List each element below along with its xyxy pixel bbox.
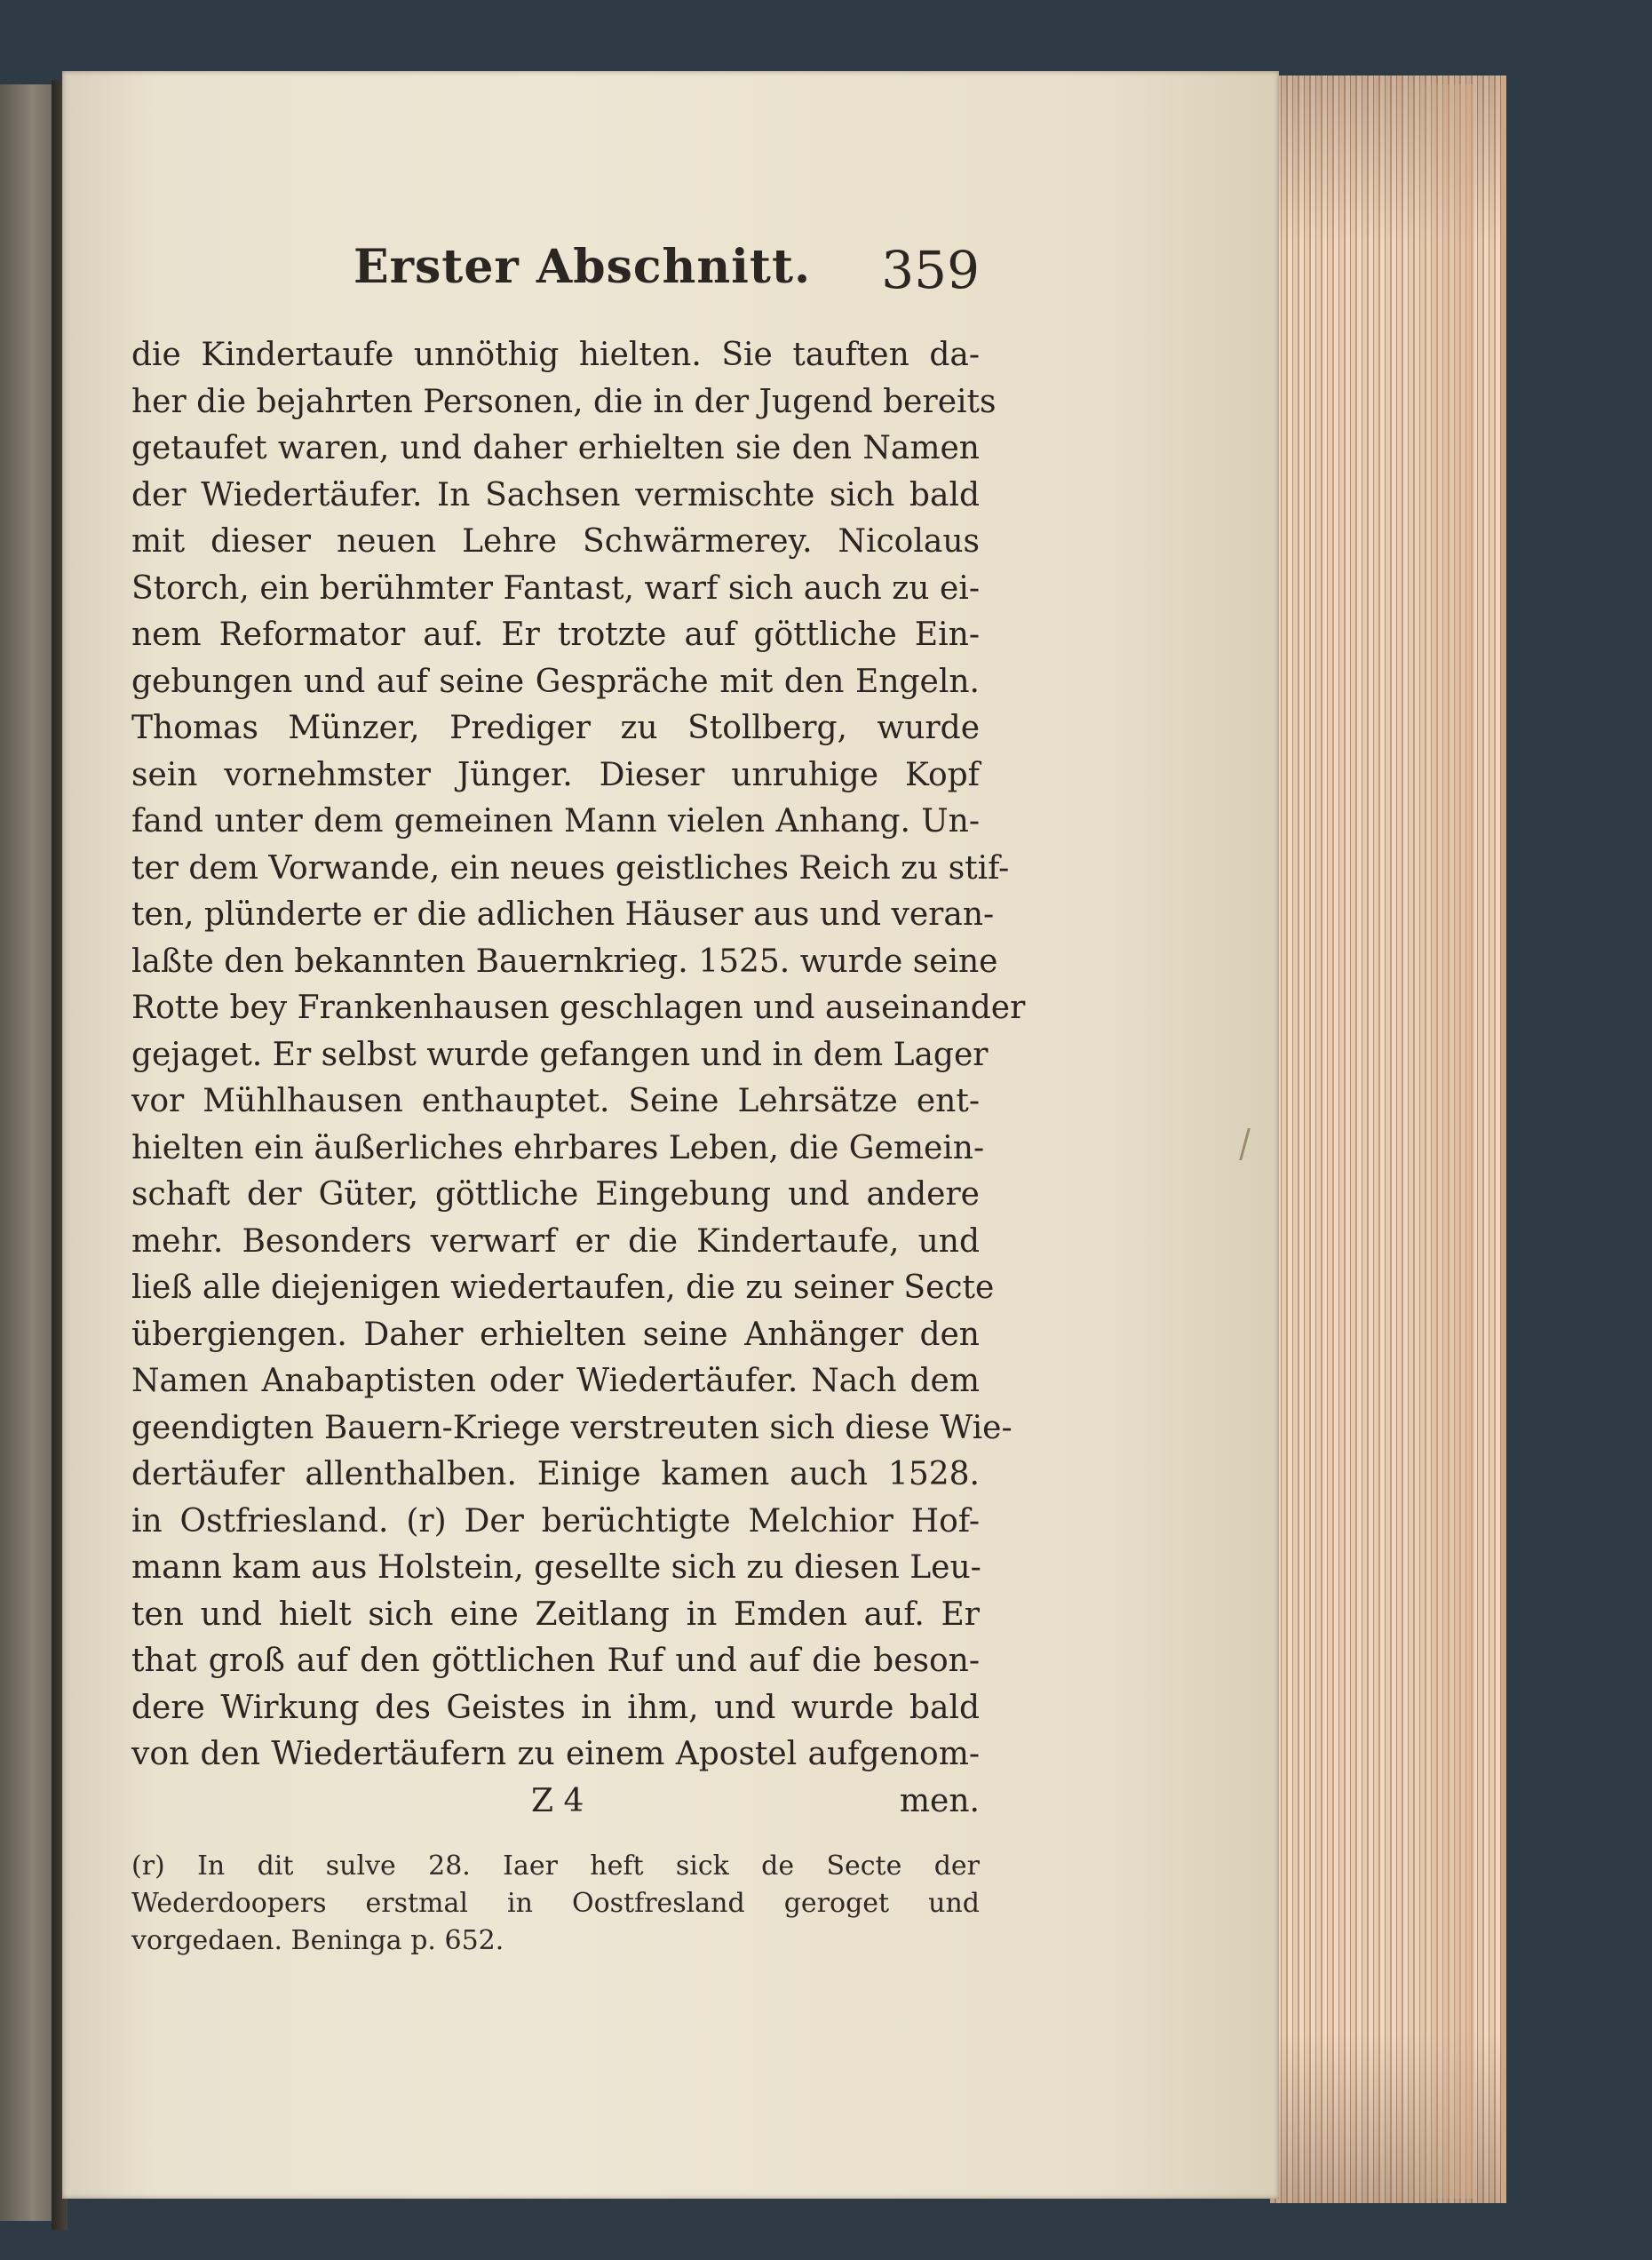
text-line: von den Wiedertäufern zu einem Apostel aufgenom- [131,1736,980,1772]
text-line: in Ostfriesland. (r) Der berüchtigte Melchior Hof- [131,1502,980,1540]
text-line: Storch, ein berühmter Fantast, warf sich auch zu ei- [131,569,980,607]
footnote [131,1848,980,1960]
text-line: nem Reformator auf. Er trotzte auf göttliche Ein- [131,617,980,653]
text-line: fand unter dem gemeinen Mann vielen Anhang. Un- [131,803,980,840]
text-line: sein vornehmster Jünger. Dieser unruhige Kopf [131,756,980,793]
text-block [131,240,1026,1956]
text-line: laßte den bekannten Bauernkrieg. 1525. wurde seine [131,943,998,980]
text-line: dertäufer allenthalben. Einige kamen auch 1528. [131,1456,980,1492]
text-line: ten, plünderte er die adlichen Häuser aus und veran- [131,896,995,933]
text-line: mit dieser neuen Lehre Schwärmerey. Nicolaus [131,523,980,560]
footnote-line: vorgedaen. Beninga p. 652. [131,1924,504,1956]
text-line: Rotte bey Frankenhausen geschlagen und auseinander [131,990,1026,1026]
footnote-line: Wederdoopers erstmal in Oostfresland geroget und [131,1887,980,1919]
text-line: ter dem Vorwande, ein neues geistliches Reich zu stif- [131,849,1010,887]
text-line: gejaget. Er selbst wurde gefangen und in dem Lager [131,1036,989,1073]
text-line: geendigten Bauern-Kriege verstreuten sich diese Wie- [131,1409,1013,1446]
page-number: 359 [881,240,980,300]
text-line: getaufet waren, und daher erhielten sie den Namen [131,430,980,466]
text-line: mann kam aus Holstein, gesellte sich zu diesen Leu- [131,1549,981,1586]
running-title: Erster Abschnitt. [353,240,812,294]
running-head [131,240,980,320]
text-line: Namen Anabaptisten oder Wiedertäufer. Nach dem [131,1363,980,1399]
signature-mark: Z 4 [531,1782,584,1819]
cover-edge [1403,84,1474,2199]
body-text [131,332,1026,1779]
catchword: men. [899,1782,980,1819]
signature-line [131,1779,980,1825]
footnote-line: (r) In dit sulve 28. Iaer heft sick de Secte der [131,1850,980,1882]
text-line: der Wiedertäufer. In Sachsen vermischte sich bald [131,476,980,513]
text-line: mehr. Besonders verwarf er die Kindertaufe, und [131,1222,980,1260]
text-line: that groß auf den göttlichen Ruf und auf die beson- [131,1643,980,1679]
text-line: die Kindertaufe unnöthig hielten. Sie tauften da- [131,337,980,373]
text-line: übergiengen. Daher erhielten seine Anhänger den [131,1316,980,1353]
left-page-edge [0,84,55,2221]
text-line: ließ alle diejenigen wiedertaufen, die zu seiner Secte [131,1269,995,1306]
text-line: ten und hielt sich eine Zeitlang in Emden auf. Er [131,1596,980,1633]
text-line: dere Wirkung des Geistes in ihm, und wurde bald [131,1689,980,1726]
text-line: her die bejahrten Personen, die in der Jugend bereits [131,383,997,420]
text-line: vor Mühlhausen enthauptet. Seine Lehrsätze ent- [131,1083,980,1119]
text-line: schaft der Güter, göttliche Eingebung und andere [131,1176,980,1213]
text-line: hielten ein äußerliches ehrbares Leben, die Gemein- [131,1129,985,1166]
text-line: Thomas Münzer, Prediger zu Stollberg, wurde [131,710,980,746]
text-line: gebungen und auf seine Gespräche mit den Engeln. [131,663,980,700]
